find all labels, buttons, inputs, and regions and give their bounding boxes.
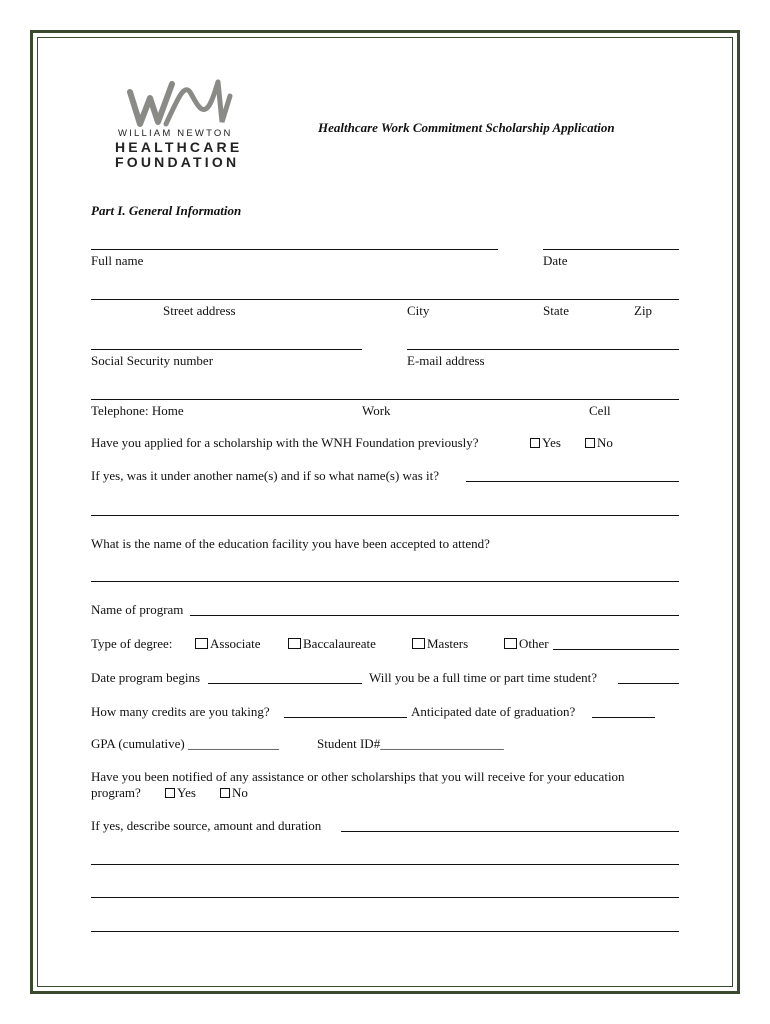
notified-no-option[interactable] [220,785,248,800]
degree-other-field[interactable] [553,649,679,650]
logo-line-3: FOUNDATION [115,154,240,170]
ssn-field[interactable] [91,349,362,350]
logo-line-2: HEALTHCARE [115,139,243,155]
date-begins-label: Date program begins [91,670,201,685]
logo-line-1: WILLIAM NEWTON [118,128,233,139]
describe-field-2[interactable] [91,864,679,865]
yes-label: Yes [542,435,561,450]
credits-field[interactable] [284,717,407,718]
checkbox-icon[interactable] [585,438,595,448]
page-border-inner [37,37,733,987]
email-label: E-mail address [407,353,485,368]
other-name-field[interactable] [466,481,679,482]
checkbox-icon[interactable] [504,638,517,649]
yes-label: Yes [177,785,196,800]
degree-type-label: Type of degree: [91,636,173,651]
form-title: Healthcare Work Commitment Scholarship Application [318,120,615,135]
other-name-field-2[interactable] [91,515,679,516]
checkbox-icon[interactable] [530,438,540,448]
tel-home-label: Telephone: Home [91,403,184,418]
notified-question-line2: program? [91,785,141,800]
describe-label: If yes, describe source, amount and duration [91,818,322,833]
email-field[interactable] [407,349,679,350]
student-id-label[interactable]: Student ID#___________________ [317,736,504,751]
checkbox-icon[interactable] [288,638,301,649]
degree-baccalaureate-option[interactable] [288,636,376,651]
state-label: State [543,303,569,318]
street-label: Street address [163,303,236,318]
applied-no-option[interactable] [585,435,613,450]
other-name-question: If yes, was it under another name(s) and if so what name(s) was it? [91,468,439,483]
wnh-monogram-icon [126,78,238,130]
program-field[interactable] [190,615,679,616]
grad-date-field[interactable] [592,717,655,718]
telephone-field[interactable] [91,399,679,400]
address-field[interactable] [91,299,679,300]
notified-question-line1: Have you been notified of any assistance or other scholarships that you will receive for your education [91,769,625,784]
applied-yes-option[interactable] [530,435,561,450]
facility-question: What is the name of the education facility you have been accepted to attend? [91,536,490,551]
notified-yes-option[interactable] [165,785,196,800]
describe-field-4[interactable] [91,931,679,932]
describe-field-3[interactable] [91,897,679,898]
no-label: No [232,785,248,800]
date-label: Date [543,253,568,268]
no-label: No [597,435,613,450]
full-name-field[interactable] [91,249,498,250]
full-part-field[interactable] [618,683,679,684]
checkbox-icon[interactable] [220,788,230,798]
gpa-label[interactable]: GPA (cumulative) ______________ [91,736,280,751]
tel-cell-label: Cell [589,403,611,418]
full-part-question: Will you be a full time or part time student? [369,670,598,685]
zip-label: Zip [634,303,653,318]
checkbox-icon[interactable] [195,638,208,649]
degree-other-option[interactable] [504,636,549,651]
facility-field[interactable] [91,581,679,582]
date-field[interactable] [543,249,679,250]
part1-heading: Part I. General Information [91,203,242,218]
checkbox-icon[interactable] [165,788,175,798]
foundation-logo [112,78,252,172]
masters-label: Masters [427,636,469,651]
tel-work-label: Work [362,403,391,418]
credits-label: How many credits are you taking? [91,704,270,719]
applied-question: Have you applied for a scholarship with the WNH Foundation previously? [91,435,479,450]
baccalaureate-label: Baccalaureate [303,636,376,651]
full-name-label: Full name [91,253,144,268]
degree-associate-option[interactable] [195,636,261,651]
date-begins-field[interactable] [208,683,362,684]
program-label: Name of program [91,602,184,617]
checkbox-icon[interactable] [412,638,425,649]
associate-label: Associate [210,636,261,651]
grad-date-label: Anticipated date of graduation? [411,704,576,719]
ssn-label: Social Security number [91,353,214,368]
degree-masters-option[interactable] [412,636,468,651]
describe-field[interactable] [341,831,679,832]
other-label: Other [519,636,549,651]
city-label: City [407,303,430,318]
